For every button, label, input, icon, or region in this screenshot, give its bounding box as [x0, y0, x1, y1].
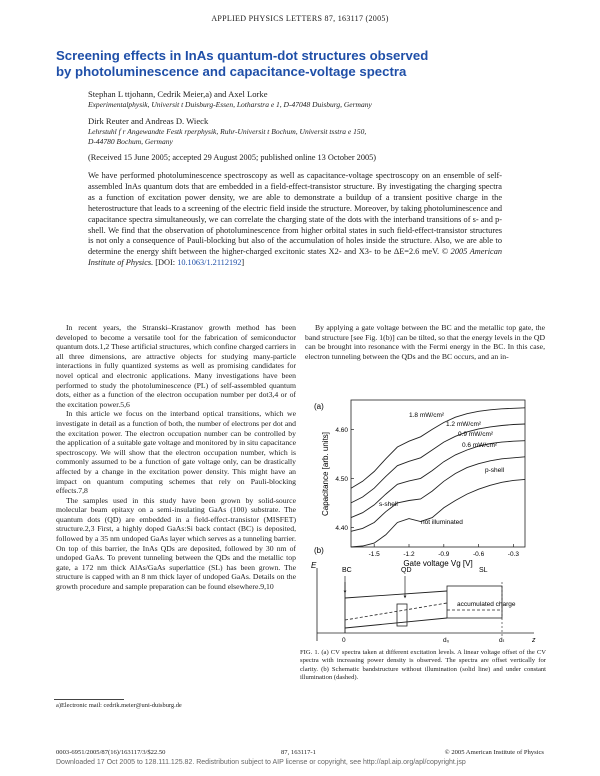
download-notice: Downloaded 17 Oct 2005 to 128.111.125.82. Redistribution subject to AIP license or copyright, see http://apl.aip.org/apl/copyright.jsp	[56, 759, 466, 766]
cv-curve-0	[351, 479, 525, 547]
x-ticks	[369, 544, 520, 558]
accumulated-charge-label: accumulated charge	[457, 601, 516, 608]
sl-label: SL	[479, 567, 488, 574]
panel-a-label: (a)	[314, 402, 324, 411]
z-axis-label: z	[532, 637, 536, 644]
y-tick-label-2: 4.40	[335, 524, 348, 532]
power-label-2: 1.2 mW/cm²	[446, 421, 482, 428]
affiliation-2-line-1: Lehrstuhl f r Angewandte Festk rperphysik, Ruhr-Universit t Bochum, Universit tsstra e 150,	[88, 127, 367, 136]
energy-axis-label: E	[311, 561, 317, 570]
title-line-1: Screening effects in InAs quantum-dot structures observed	[56, 48, 429, 63]
band-dashed	[345, 603, 447, 620]
cv-curves	[351, 408, 525, 547]
power-label-3: 0.9 mW/cm²	[458, 431, 494, 438]
x-tick-label-0: -1.5	[368, 551, 380, 558]
power-label-1: 1.8 mW/cm²	[409, 412, 445, 419]
bc-label: BC	[342, 567, 352, 574]
left-paragraph-3: The samples used in this study have been grown by solid-source molecular beam epitaxy on a semi-insulating GaAs (100) substrate. The quantum dots (QD) are embedded in a field-effect-transistor (MISFET) structure.2,3 First, a highly doped GaAs:Si back contact (BC) is deposited, followed by a 35 nm undoped GaAs layer which serves as a tunneling barrier. On top of this barrier, the InAs QDs are deposited, followed by 30 nm of undoped GaAs. To prevent tunneling between the QDs and the metallic top gate, a 172 nm thick AlAs/GaAs superlattice (SL) has been grown. The structure is capped with an 8 nm thick layer of undoped GaAs. Details on the growth procedure and sample preparation can be found elsewhere.9,10	[56, 495, 296, 592]
abstract-copyright: © 2005 American Institute of Physics.	[88, 247, 502, 268]
doi-close: ]	[241, 258, 245, 268]
not-illuminated-label: not illuminated	[421, 519, 463, 526]
figure-1	[305, 396, 545, 646]
doi-link[interactable]: 10.1063/1.2112192	[177, 258, 242, 268]
x-tick-label-4: -0.3	[507, 551, 520, 558]
received-dates: (Received 15 June 2005; accepted 29 August 2005; published online 13 October 2005)	[88, 153, 377, 162]
band-solid-lower	[345, 618, 447, 628]
x-tick-label-1: -1.2	[403, 551, 415, 558]
author-list-1: Stephan L ttjohann, Cedrik Meier,a) and Axel Lorke	[88, 89, 268, 99]
z-tick-0: 0	[342, 637, 346, 644]
figure-caption: FIG. 1. (a) CV spectra taken at different excitation levels. A linear voltage offset of the CV spectra with increasing power density is observed. The spectra are offset vertically for clarity. (b) Schematic bandstructure without illumination (solid line) and under constant illumination (dashed).	[300, 649, 546, 682]
x-axis-label: Gate voltage Vg [V]	[403, 559, 473, 568]
z-tick-d0: d₀	[443, 637, 450, 644]
affiliation-2-line-2: D-44780 Bochum, Germany	[88, 137, 173, 146]
bottom-right: © 2005 American Institute of Physics	[444, 749, 544, 756]
x-tick-label-3: -0.6	[472, 551, 485, 558]
author-list-2: Dirk Reuter and Andreas D. Wieck	[88, 116, 209, 126]
y-tick-label-0: 4.60	[335, 426, 348, 434]
left-paragraph-1: In recent years, the Stranski–Krastanov growth method has been developed to become a versatile tool for the fabrication of semiconductor quantum dots.1,2 These artificial structures, which confine charged carriers in all three dimensions, are attractive objects for studying many-particle interactions in fully quantized systems as well as promising candidates for novel optical and electronic applications. Many investigations have been performed to study the photoluminescence (PL) of self-assembled quantum dots, either as a function of the electron occupation number per dot3,4 or of the excitation power.5,6	[56, 323, 296, 409]
s-shell-label: s-shell	[379, 501, 398, 508]
title-line-2: by photoluminescence and capacitance-voltage spectra	[56, 64, 407, 79]
x-tick-label-2: -0.9	[438, 551, 450, 558]
left-paragraph-2: In this article we focus on the interband optical transitions, which we investigate in detail as a function of both, the number of electrons per dot and the excitation power. The electron occupation number can be controlled by the application of a suitable gate voltage and monitored by in situ capacitance spectroscopy. We will show that the electron occupation number, which is commonly assumed to be a function of gate voltage only, can be drastically affected by a change in the excitation power density. This might have an impact on quantum computing schemes that rely on Pauli-blocking effects.7,8	[56, 409, 296, 496]
panel-b-label: (b)	[314, 546, 324, 555]
power-label-4: 0.6 mW/cm²	[462, 442, 498, 449]
cv-curve-3	[351, 424, 525, 503]
footnote-rule	[54, 699, 124, 700]
y-tick-label-1: 4.50	[335, 475, 348, 483]
bottom-left: 0003-6951/2005/87(16)/163117/3/$22.50	[56, 749, 166, 756]
band-solid-upper	[345, 591, 447, 598]
article-title	[56, 48, 556, 80]
p-shell-label: p-shell	[485, 467, 505, 474]
qd-label: QD	[401, 567, 412, 574]
right-column	[305, 323, 545, 361]
right-paragraph-1: By applying a gate voltage between the BC and the metallic top gate, the band structure [see Fig. 1(b)] can be tilted, so that the energy levels in the QD can be brought into resonance with the Fermi energy in the BC. In this case, electron tunneling between the QDs and the BC occurs, and an in-	[305, 323, 545, 361]
affiliation-1: Experimentalphysik, Universit t Duisburg-Essen, Lotharstra e 1, D-47048 Duisburg, Germany	[88, 100, 372, 109]
y-axis-label: Capacitance [arb. units]	[321, 431, 330, 517]
abstract-body: We have performed photoluminescence spectroscopy as well as capacitance-voltage spectroscopy on an ensemble of self-assembled InAs quantum dots that are embedded in a field-effect-transistor structure. By investigating the charging spectra as a function of excitation power density, we are able to demonstrate a buildup of a transient positive charge in the heterostructure that leads to a screening of the electric field inside the structure. Moreover, by taking photoluminescence and capacitance spectra simultaneously, we can correlate the charging state of the dots with the interband transitions of s- and p-shell. We find that the observation of photoluminescence from higher orbital states in such field-effect-transistor structures is not only a consequence of Pauli-blocking but also of the accumulation of holes inside the structure. Also, we are able to determine the energy shift between the higher-charged excitonic states X2- and X3- to be ΔE=2.6 meV.	[88, 171, 502, 257]
bottom-center: 87, 163117-1	[281, 749, 316, 756]
cv-curve-4	[351, 408, 525, 488]
left-column	[56, 323, 296, 592]
running-head: APPLIED PHYSICS LETTERS 87, 163117 (2005)	[211, 14, 389, 23]
doi-label: [DOI:	[155, 258, 178, 268]
z-tick-dt: dₜ	[499, 637, 505, 644]
cv-curve-2	[351, 441, 525, 518]
abstract	[88, 171, 502, 269]
footnote: a)Electronic mail: cedrik.meier@uni-duisburg.de	[56, 702, 182, 709]
